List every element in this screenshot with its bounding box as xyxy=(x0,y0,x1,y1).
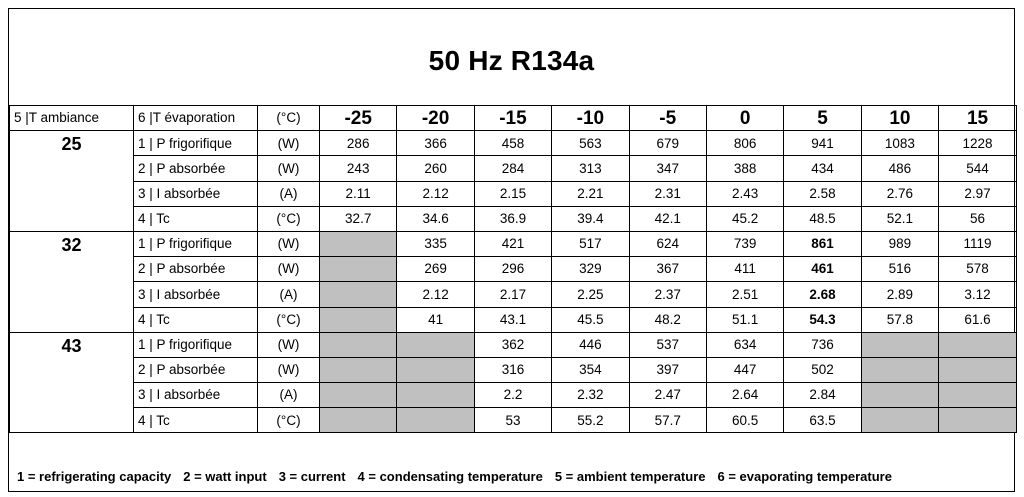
value-cell: 624 xyxy=(629,231,706,256)
header-t-ambiance: 5 |T ambiance xyxy=(10,106,134,131)
row-label: 1 | P frigorifique xyxy=(134,332,258,357)
row-label: 1 | P frigorifique xyxy=(134,231,258,256)
value-cell: 421 xyxy=(474,231,551,256)
value-cell: 269 xyxy=(397,257,474,282)
grey-empty-cell xyxy=(397,408,474,433)
row-unit: (W) xyxy=(258,257,320,282)
row-unit: (A) xyxy=(258,383,320,408)
row-unit: (°C) xyxy=(258,408,320,433)
value-cell: 486 xyxy=(861,156,938,181)
grey-empty-cell xyxy=(861,383,938,408)
value-cell: 434 xyxy=(784,156,861,181)
value-cell: 55.2 xyxy=(552,408,629,433)
value-cell: 34.6 xyxy=(397,206,474,231)
ambient-temp-cell: 32 xyxy=(10,231,134,332)
value-cell: 52.1 xyxy=(861,206,938,231)
row-unit: (W) xyxy=(258,332,320,357)
value-cell: 861 xyxy=(784,231,861,256)
value-cell: 2.97 xyxy=(939,181,1017,206)
table-row xyxy=(10,206,1017,231)
value-cell: 2.25 xyxy=(552,282,629,307)
legend xyxy=(17,469,904,484)
value-cell: 2.31 xyxy=(629,181,706,206)
value-cell: 39.4 xyxy=(552,206,629,231)
value-cell: 989 xyxy=(861,231,938,256)
value-cell: 563 xyxy=(552,131,629,156)
value-cell: 806 xyxy=(706,131,783,156)
row-unit: (°C) xyxy=(258,206,320,231)
grey-empty-cell xyxy=(397,383,474,408)
table-row xyxy=(10,383,1017,408)
header-evap-temp: -15 xyxy=(474,106,551,131)
grey-empty-cell xyxy=(320,257,397,282)
table-row xyxy=(10,131,1017,156)
grey-empty-cell xyxy=(320,383,397,408)
table-row xyxy=(10,257,1017,282)
value-cell: 537 xyxy=(629,332,706,357)
value-cell: 736 xyxy=(784,332,861,357)
grey-empty-cell xyxy=(861,332,938,357)
value-cell: 347 xyxy=(629,156,706,181)
value-cell: 2.17 xyxy=(474,282,551,307)
value-cell: 48.5 xyxy=(784,206,861,231)
grey-empty-cell xyxy=(320,357,397,382)
value-cell: 2.15 xyxy=(474,181,551,206)
header-evap-temp: -20 xyxy=(397,106,474,131)
value-cell: 48.2 xyxy=(629,307,706,332)
value-cell: 63.5 xyxy=(784,408,861,433)
value-cell: 354 xyxy=(552,357,629,382)
grey-empty-cell xyxy=(861,357,938,382)
value-cell: 316 xyxy=(474,357,551,382)
value-cell: 2.32 xyxy=(552,383,629,408)
value-cell: 260 xyxy=(397,156,474,181)
value-cell: 57.7 xyxy=(629,408,706,433)
value-cell: 335 xyxy=(397,231,474,256)
legend-item: 1 = refrigerating capacity xyxy=(17,469,172,484)
row-label: 3 | I absorbée xyxy=(134,181,258,206)
header-t-evaporation: 6 |T évaporation xyxy=(134,106,258,131)
value-cell: 41 xyxy=(397,307,474,332)
value-cell: 2.12 xyxy=(397,282,474,307)
value-cell: 2.89 xyxy=(861,282,938,307)
value-cell: 2.51 xyxy=(706,282,783,307)
value-cell: 367 xyxy=(629,257,706,282)
value-cell: 502 xyxy=(784,357,861,382)
value-cell: 458 xyxy=(474,131,551,156)
table-row xyxy=(10,307,1017,332)
header-evap-temp: 10 xyxy=(861,106,938,131)
value-cell: 2.11 xyxy=(320,181,397,206)
value-cell: 61.6 xyxy=(939,307,1017,332)
value-cell: 56 xyxy=(939,206,1017,231)
value-cell: 1083 xyxy=(861,131,938,156)
row-label: 4 | Tc xyxy=(134,206,258,231)
value-cell: 941 xyxy=(784,131,861,156)
header-row xyxy=(10,106,1017,131)
row-label: 4 | Tc xyxy=(134,307,258,332)
value-cell: 2.37 xyxy=(629,282,706,307)
table-row xyxy=(10,332,1017,357)
row-label: 2 | P absorbée xyxy=(134,257,258,282)
value-cell: 243 xyxy=(320,156,397,181)
value-cell: 1119 xyxy=(939,231,1017,256)
value-cell: 32.7 xyxy=(320,206,397,231)
ambient-temp-cell: 43 xyxy=(10,332,134,433)
value-cell: 60.5 xyxy=(706,408,783,433)
value-cell: 739 xyxy=(706,231,783,256)
value-cell: 286 xyxy=(320,131,397,156)
grey-empty-cell xyxy=(320,231,397,256)
header-evap-temp: -5 xyxy=(629,106,706,131)
value-cell: 362 xyxy=(474,332,551,357)
value-cell: 1228 xyxy=(939,131,1017,156)
value-cell: 634 xyxy=(706,332,783,357)
value-cell: 446 xyxy=(552,332,629,357)
value-cell: 51.1 xyxy=(706,307,783,332)
grey-empty-cell xyxy=(939,408,1017,433)
value-cell: 2.2 xyxy=(474,383,551,408)
value-cell: 36.9 xyxy=(474,206,551,231)
header-evap-temp: -25 xyxy=(320,106,397,131)
row-unit: (W) xyxy=(258,156,320,181)
value-cell: 296 xyxy=(474,257,551,282)
value-cell: 54.3 xyxy=(784,307,861,332)
performance-table xyxy=(9,105,1017,433)
sheet-title: 50 Hz R134a xyxy=(428,45,595,76)
grey-empty-cell xyxy=(397,357,474,382)
table-row xyxy=(10,231,1017,256)
value-cell: 461 xyxy=(784,257,861,282)
row-unit: (A) xyxy=(258,282,320,307)
ambient-temp-cell: 25 xyxy=(10,131,134,232)
header-evap-temp: -10 xyxy=(552,106,629,131)
table-row xyxy=(10,156,1017,181)
row-label: 2 | P absorbée xyxy=(134,357,258,382)
value-cell: 45.2 xyxy=(706,206,783,231)
table-row xyxy=(10,408,1017,433)
value-cell: 366 xyxy=(397,131,474,156)
value-cell: 57.8 xyxy=(861,307,938,332)
value-cell: 42.1 xyxy=(629,206,706,231)
table-row xyxy=(10,357,1017,382)
value-cell: 43.1 xyxy=(474,307,551,332)
row-label: 2 | P absorbée xyxy=(134,156,258,181)
value-cell: 2.12 xyxy=(397,181,474,206)
grey-empty-cell xyxy=(320,282,397,307)
value-cell: 313 xyxy=(552,156,629,181)
table-row xyxy=(10,181,1017,206)
value-cell: 544 xyxy=(939,156,1017,181)
row-label: 3 | I absorbée xyxy=(134,383,258,408)
value-cell: 411 xyxy=(706,257,783,282)
value-cell: 517 xyxy=(552,231,629,256)
value-cell: 447 xyxy=(706,357,783,382)
row-unit: (W) xyxy=(258,231,320,256)
grey-empty-cell xyxy=(939,383,1017,408)
row-unit: (A) xyxy=(258,181,320,206)
grey-empty-cell xyxy=(320,307,397,332)
grey-empty-cell xyxy=(861,408,938,433)
row-label: 4 | Tc xyxy=(134,408,258,433)
data-sheet xyxy=(8,8,1015,492)
grey-empty-cell xyxy=(939,357,1017,382)
legend-item: 2 = watt input xyxy=(183,469,267,484)
value-cell: 53 xyxy=(474,408,551,433)
value-cell: 2.43 xyxy=(706,181,783,206)
header-unit: (°C) xyxy=(258,106,320,131)
grey-empty-cell xyxy=(939,332,1017,357)
legend-item: 4 = condensating temperature xyxy=(357,469,543,484)
grey-empty-cell xyxy=(320,408,397,433)
value-cell: 516 xyxy=(861,257,938,282)
value-cell: 679 xyxy=(629,131,706,156)
value-cell: 329 xyxy=(552,257,629,282)
value-cell: 2.64 xyxy=(706,383,783,408)
row-unit: (°C) xyxy=(258,307,320,332)
value-cell: 45.5 xyxy=(552,307,629,332)
row-label: 3 | I absorbée xyxy=(134,282,258,307)
header-evap-temp: 15 xyxy=(939,106,1017,131)
grey-empty-cell xyxy=(397,332,474,357)
row-unit: (W) xyxy=(258,357,320,382)
value-cell: 2.58 xyxy=(784,181,861,206)
value-cell: 284 xyxy=(474,156,551,181)
header-evap-temp: 5 xyxy=(784,106,861,131)
value-cell: 397 xyxy=(629,357,706,382)
header-evap-temp: 0 xyxy=(706,106,783,131)
legend-item: 6 = evaporating temperature xyxy=(717,469,892,484)
row-unit: (W) xyxy=(258,131,320,156)
value-cell: 2.84 xyxy=(784,383,861,408)
row-label: 1 | P frigorifique xyxy=(134,131,258,156)
value-cell: 388 xyxy=(706,156,783,181)
table-row xyxy=(10,282,1017,307)
value-cell: 578 xyxy=(939,257,1017,282)
legend-item: 3 = current xyxy=(278,469,346,484)
value-cell: 2.47 xyxy=(629,383,706,408)
value-cell: 2.21 xyxy=(552,181,629,206)
value-cell: 2.68 xyxy=(784,282,861,307)
value-cell: 3.12 xyxy=(939,282,1017,307)
value-cell: 2.76 xyxy=(861,181,938,206)
grey-empty-cell xyxy=(320,332,397,357)
legend-item: 5 = ambient temperature xyxy=(554,469,706,484)
